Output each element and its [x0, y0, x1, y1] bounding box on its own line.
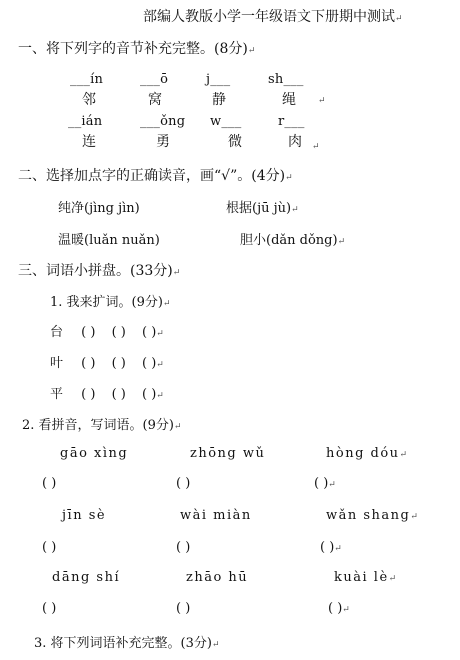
pinyin-blank: ___ín	[70, 72, 104, 87]
pinyin-prompt: jīn sè	[62, 508, 107, 523]
hanzi: 连	[82, 134, 96, 150]
title-text: 部编人教版小学一年级语文下册期中测试	[143, 9, 395, 25]
answer-blank[interactable]: ( )	[142, 325, 157, 340]
hanzi: 绳	[282, 92, 296, 108]
pinyin-prompt	[326, 446, 409, 461]
section-2-heading	[18, 165, 293, 185]
return-mark: ↵	[337, 237, 346, 247]
answer-blank[interactable]: ( )	[81, 387, 96, 402]
return-mark: ↵	[156, 360, 164, 370]
answer-blank[interactable]: ( )	[42, 601, 57, 616]
pinyin-prompt: zhōng wǔ	[190, 446, 266, 461]
base-char: 叶	[50, 356, 64, 371]
pinyin-prompt: dāng shí	[52, 570, 121, 585]
hanzi: 微	[228, 134, 242, 150]
reading-choice-text: 纯净(jìng jìn)	[58, 201, 140, 216]
return-mark: ↵	[156, 329, 164, 339]
return-mark: ↵	[247, 46, 256, 56]
section-3-heading-text: 三、词语小拼盘。(33分)	[18, 263, 173, 279]
answer-blank[interactable]	[320, 540, 342, 555]
pinyin-prompt-text: wǎn shang	[326, 508, 411, 523]
reading-choice	[226, 197, 299, 216]
return-mark: ↵	[410, 512, 420, 522]
answer-blank[interactable]: ( )	[111, 356, 126, 371]
base-char: 平	[50, 387, 64, 402]
pinyin-blank: ___ō	[140, 72, 169, 87]
answer-blank[interactable]	[328, 601, 350, 616]
reading-choice-text: 胆小(dǎn dǒng)	[240, 233, 338, 248]
pinyin-prompt	[326, 508, 419, 523]
pinyin-prompt: wài miàn	[180, 508, 252, 523]
return-mark: ↵	[399, 450, 409, 460]
hanzi: 勇	[156, 134, 170, 150]
section-2-heading-text: 二、选择加点字的正确读音，画“√”。(4分)	[18, 168, 286, 184]
reading-choice-text: 根据(jū jù)	[226, 201, 292, 216]
return-mark: ↵	[211, 640, 220, 650]
answer-blank[interactable]: ( )	[81, 356, 96, 371]
pinyin-prompt: zhāo hū	[186, 570, 249, 585]
return-mark: ↵	[312, 142, 320, 152]
answer-blank-text: ( )	[320, 540, 335, 555]
answer-blank[interactable]: ( )	[111, 387, 126, 402]
hanzi: 邻	[82, 92, 96, 108]
pinyin-blank: r___	[278, 114, 305, 129]
hanzi: 肉	[288, 134, 302, 150]
reading-choice	[240, 229, 345, 248]
hanzi: 静	[212, 92, 226, 108]
return-mark: ↵	[342, 605, 350, 615]
answer-blank[interactable]: ( )	[42, 540, 57, 555]
return-mark: ↵	[162, 299, 171, 309]
reading-choice	[58, 197, 140, 216]
section-1-heading	[18, 38, 255, 58]
section-1-heading-text: 一、将下列字的音节补充完整。(8分)	[18, 41, 248, 57]
reading-choice-text: 温暖(luǎn nuǎn)	[58, 233, 160, 248]
question-3-heading-text: 3. 将下列词语补充完整。(3分)	[34, 636, 212, 651]
expand-word-row	[50, 383, 164, 402]
pinyin-prompt	[334, 570, 398, 585]
return-mark: ↵	[285, 173, 293, 183]
return-mark: ↵	[291, 205, 299, 215]
return-mark: ↵	[318, 96, 326, 106]
section-3-heading	[18, 260, 180, 280]
answer-blank-text: ( )	[314, 476, 329, 491]
answer-blank[interactable]: ( )	[176, 540, 191, 555]
answer-blank[interactable]: ( )	[81, 325, 96, 340]
answer-blank[interactable]	[314, 476, 336, 491]
answer-blank[interactable]: ( )	[142, 387, 157, 402]
pinyin-blank: sh___	[268, 72, 304, 87]
expand-word-row	[50, 321, 164, 340]
answer-blank[interactable]: ( )	[142, 356, 157, 371]
pinyin-prompt: gāo xìng	[60, 446, 129, 461]
answer-blank[interactable]: ( )	[111, 325, 126, 340]
return-mark: ↵	[334, 544, 342, 554]
pinyin-prompt-text: kuài lè	[334, 570, 389, 585]
return-mark: ↵	[156, 391, 164, 401]
question-1-heading	[50, 291, 171, 310]
answer-blank[interactable]: ( )	[176, 601, 191, 616]
answer-blank-text: ( )	[328, 601, 343, 616]
return-mark: ↵	[173, 422, 182, 432]
question-2-heading	[22, 414, 182, 433]
return-mark: ↵	[388, 574, 398, 584]
pinyin-prompt-text: hòng dóu	[326, 446, 400, 461]
pinyin-blank: ___ǒng	[140, 114, 186, 129]
hanzi: 窝	[148, 92, 162, 108]
pinyin-blank: w___	[210, 114, 242, 129]
page-title	[143, 6, 403, 26]
answer-blank[interactable]: ( )	[42, 476, 57, 491]
reading-choice	[58, 229, 160, 248]
base-char: 台	[50, 325, 64, 340]
answer-blank[interactable]: ( )	[176, 476, 191, 491]
return-mark: ↵	[172, 268, 181, 278]
expand-word-row	[50, 352, 164, 371]
question-2-heading-text: 2. 看拼音，写词语。(9分)	[22, 418, 174, 433]
pinyin-blank: __ián	[68, 114, 103, 129]
question-3-heading	[34, 632, 220, 651]
return-mark: ↵	[328, 480, 336, 490]
pinyin-blank: j___	[206, 72, 231, 87]
return-mark: ↵	[395, 14, 403, 24]
question-1-heading-text: 1. 我来扩词。(9分)	[50, 295, 163, 310]
